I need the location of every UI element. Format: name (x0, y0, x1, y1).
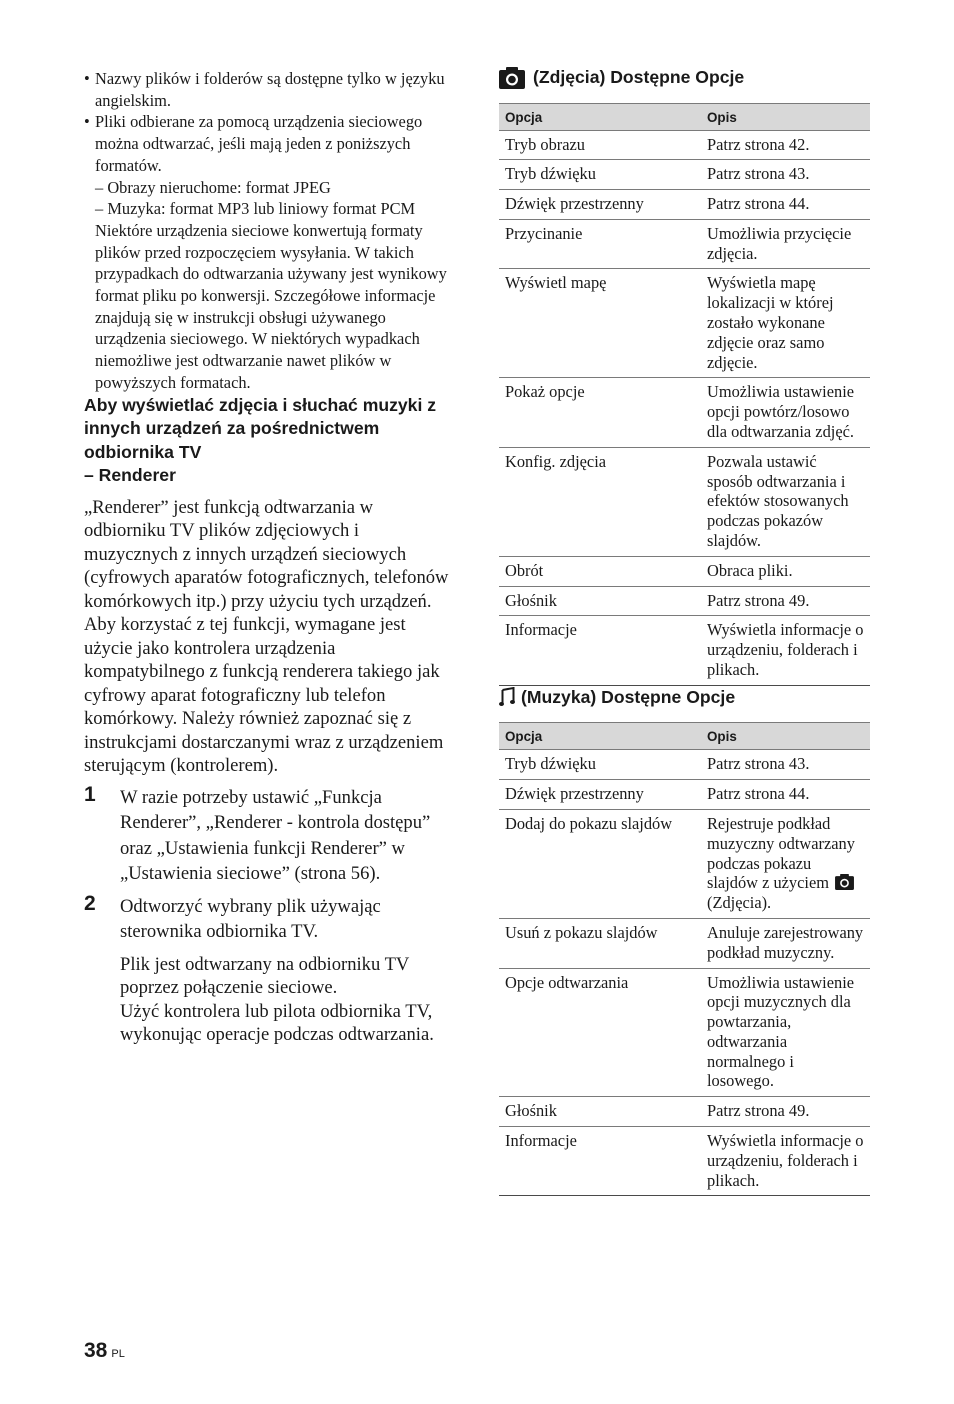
table-header-row (499, 103, 870, 130)
table-row (499, 556, 870, 586)
table-header-row (499, 723, 870, 750)
bullet-note: Niektóre urządzenia sieciowe konwertują formaty plików przed rozpoczęciem wysyłania. W takich przypadkach do odtwarzania używany jest wynikowy format pliku po konwersji. Szczegółowe informacje znajdują się w instrukcji obsługi używanego urządzenia sieciowego. W niektórych wypadkach niemożliwe jest odtwarzanie nawet plików w powyższych formatach. (95, 220, 447, 392)
desc-cell (701, 809, 870, 918)
table-row (499, 219, 870, 269)
desc-cell: Obraca pliki. (701, 556, 870, 586)
option-cell: Głośnik (499, 1097, 701, 1127)
photo-options-heading (499, 66, 870, 90)
bullet-item (84, 111, 454, 176)
desc-cell: Patrz strona 44. (701, 780, 870, 810)
desc-cell: Anuluje zarejestrowany podkład muzyczny. (701, 918, 870, 968)
table-row (499, 130, 870, 160)
left-column (84, 68, 454, 1047)
table-row (499, 269, 870, 378)
option-cell: Informacje (499, 1127, 701, 1196)
table-row (499, 780, 870, 810)
desc-cell: Patrz strona 42. (701, 130, 870, 160)
camera-icon (835, 874, 854, 890)
option-cell: Dźwięk przestrzenny (499, 780, 701, 810)
right-column (499, 66, 870, 1196)
desc-cell: Patrz strona 44. (701, 190, 870, 220)
table-row (499, 447, 870, 556)
desc-suffix: (Zdjęcia). (707, 893, 772, 913)
desc-cell: Patrz strona 43. (701, 160, 870, 190)
option-cell: Tryb dźwięku (499, 750, 701, 780)
option-cell: Informacje (499, 616, 701, 685)
table-row (499, 160, 870, 190)
step-note-line-2: Użyć kontrolera lub pilota odbiornika TV, wykonując operacje podczas odtwarzania. (120, 1000, 434, 1046)
section-heading (84, 394, 454, 488)
page-number: 38 (84, 1339, 108, 1362)
step-text: W razie potrzeby ustawić „Funkcja Renderer”, „Renderer - kontrola dostępu” oraz „Ustawienia funkcji Renderer” w „Ustawienia sieciowe” (strona 56). (120, 786, 431, 885)
column-header-option: Opcja (499, 723, 701, 750)
option-cell: Dodaj do pokazu slajdów (499, 809, 701, 918)
desc-cell: Pozwala ustawić sposób odtwarzania i efektów stosowanych podczas pokazów slajdów. (701, 447, 870, 556)
heading-line-2: – Renderer (84, 465, 176, 486)
column-header-option: Opcja (499, 103, 701, 130)
step-text: Odtworzyć wybrany plik używając sterownika odbiornika TV. (120, 895, 381, 943)
desc-cell: Patrz strona 49. (701, 586, 870, 616)
music-options-table (499, 722, 870, 1196)
desc-cell: Umożliwia ustawienie opcji powtórz/losowo dla odtwarzania zdjęć. (701, 378, 870, 447)
sub-marker: – (95, 177, 104, 197)
desc-cell: Umożliwia przycięcie zdjęcia. (701, 219, 870, 269)
bullet-list (84, 68, 454, 394)
photo-options-title: (Zdjęcia) Dostępne Opcje (533, 67, 745, 87)
table-row (499, 968, 870, 1097)
bullet-marker: • (84, 69, 90, 88)
heading-line-1: Aby wyświetlać zdjęcia i słuchać muzyki z innych urządzeń za pośrednictwem odbiornika TV (84, 394, 437, 462)
intro-paragraph: „Renderer” jest funkcją odtwarzania w odbiorniku TV plików zdjęciowych i muzycznych z innych urządzeń sieciowych (cyfrowych aparatów fotograficznych, telefonów komórkowych itp.) przy użyciu tych urządzeń. Aby korzystać z tej funkcji, wymagane jest użycie jako kontrolera urządzenia kompatybilnego z funkcją renderera takiego jak cyfrowy aparat fotograficzny lub telefon komórkowy. Należy również zapoznać się z instrukcjami dostarczanymi wraz z urządzeniem sterującym (kontrolerem). (84, 496, 449, 777)
step-number: 1 (84, 782, 96, 806)
table-row (499, 616, 870, 685)
page-footer (84, 1339, 125, 1363)
option-cell: Tryb dźwięku (499, 160, 701, 190)
desc-text: Rejestruje podkład muzyczny odtwarzany podczas pokazu slajdów z użyciem (707, 813, 855, 893)
table-row (499, 918, 870, 968)
sub-item (84, 198, 454, 220)
option-cell: Opcje odtwarzania (499, 968, 701, 1097)
option-cell: Wyświetl mapę (499, 269, 701, 378)
sub-text: Muzyka: format MP3 lub liniowy format PCM (107, 199, 416, 219)
option-cell: Przycinanie (499, 219, 701, 269)
music-options-title: (Muzyka) Dostępne Opcje (521, 686, 736, 707)
bullet-text: Pliki odbierane za pomocą urządzenia sieciowego można odtwarzać, jeśli mają jeden z poniższych formatów. (95, 112, 423, 175)
sub-text: Obrazy nieruchome: format JPEG (107, 177, 331, 197)
table-row (499, 378, 870, 447)
table-row (499, 1097, 870, 1127)
option-cell: Tryb obrazu (499, 130, 701, 160)
camera-icon (499, 67, 525, 89)
step-note (84, 953, 454, 1047)
bullet-text: Nazwy plików i folderów są dostępne tylko w języku angielskim. (95, 69, 445, 110)
option-cell: Obrót (499, 556, 701, 586)
desc-cell: Patrz strona 43. (701, 750, 870, 780)
table-row (499, 1127, 870, 1196)
step-1 (84, 782, 454, 887)
desc-cell: Umożliwia ustawienie opcji muzycznych dla powtarzania, odtwarzania normalnego i losowego. (701, 968, 870, 1097)
sub-item (84, 177, 454, 199)
music-options-heading (499, 686, 870, 710)
option-cell: Konfig. zdjęcia (499, 447, 701, 556)
column-header-desc: Opis (701, 103, 870, 130)
table-row (499, 809, 870, 918)
option-cell: Głośnik (499, 586, 701, 616)
option-cell: Pokaż opcje (499, 378, 701, 447)
table-row (499, 750, 870, 780)
column-header-desc: Opis (701, 723, 870, 750)
desc-cell: Wyświetla mapę lokalizacji w której zostało wykonane zdjęcie oraz samo zdjęcie. (701, 269, 870, 378)
bullet-item (84, 68, 454, 111)
step-2 (84, 891, 454, 945)
option-cell: Usuń z pokazu slajdów (499, 918, 701, 968)
desc-cell: Wyświetla informacje o urządzeniu, folderach i plikach. (701, 1127, 870, 1196)
photo-options-table (499, 103, 870, 686)
step-number: 2 (84, 891, 96, 915)
table-row (499, 190, 870, 220)
page-language: PL (111, 1348, 125, 1360)
music-note-icon (499, 687, 515, 709)
sub-marker: – (95, 199, 104, 219)
option-cell: Dźwięk przestrzenny (499, 190, 701, 220)
bullet-marker: • (84, 112, 90, 132)
desc-cell: Patrz strona 49. (701, 1097, 870, 1127)
table-row (499, 586, 870, 616)
desc-cell: Wyświetla informacje o urządzeniu, folderach i plikach. (701, 616, 870, 685)
step-note-line-1: Plik jest odtwarzany na odbiorniku TV poprzez połączenie sieciowe. (120, 953, 410, 999)
